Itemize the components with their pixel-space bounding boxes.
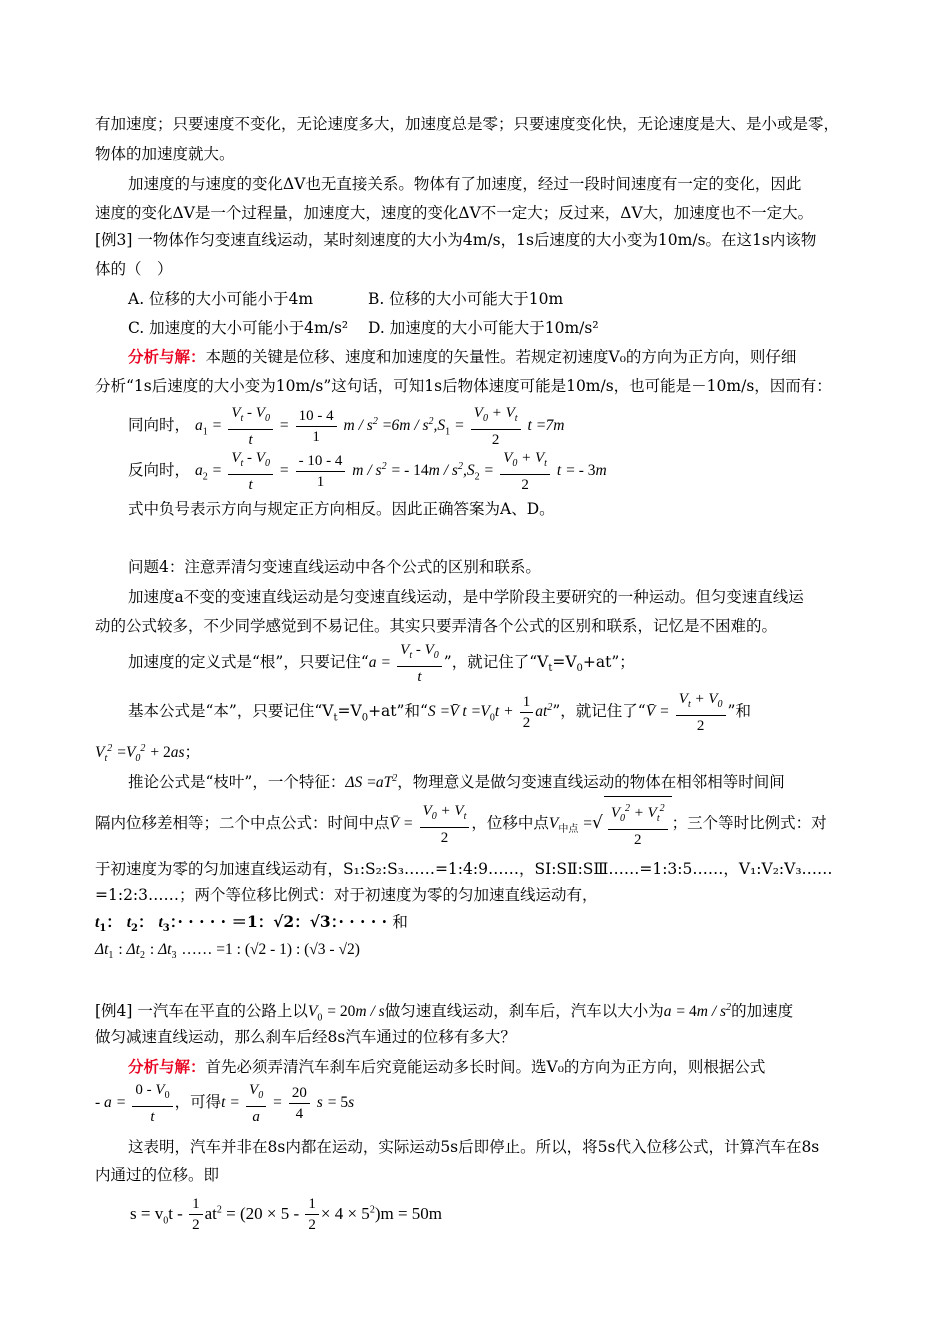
acceleration-definition: 加速度的定义式是“根”，只要记住“a = $\frac{V_t - V_0}{t}$ ”，就记住了“$V_t=V_0+at$”；: [128, 641, 635, 685]
text-span: ；三个等时比例式：对: [671, 814, 827, 832]
text-line: 加速度a不变的变速直线运动是匀变速直线运动，是中学阶段主要研究的一种运动。但匀变速直线运: [128, 588, 804, 606]
analysis-paragraph: [128, 346, 865, 368]
text-span: ，位移中点: [471, 814, 549, 832]
text-line: 这表明，汽车并非在8s内都在运动，实际运动5s后即停止。所以，将5s代入位移公式，计算汽车在8s: [128, 1138, 820, 1156]
text-span: ”，就记住了“V: [443, 653, 549, 671]
stop-time-formula: - a = $\frac{0 - V_0}{t}$ ，可得t = $\frac{V_0}{a}$ = $\frac{20}{4}$ s = 5s: [95, 1081, 355, 1125]
text-line: 加速度的与速度的变化ΔV也无直接关系。物体有了加速度，经过一段时间速度有一定的变化，因此: [128, 175, 802, 193]
text-line: 速度的变化ΔV是一个过程量，加速度大，速度的变化ΔV不一定大；反过来，ΔV大，加速度也不一定大。: [95, 204, 814, 222]
text-span: =V: [552, 653, 577, 671]
example-3-heading: [例3] 一物体作匀变速直线运动，某时刻速度的大小为4m/s，1s后速度的大小变为10m/s。在这1s内该物: [95, 231, 817, 249]
text-span: 隔内位移差相等；二个中点公式：时间中点: [95, 814, 390, 832]
formula-label: 同向时，: [128, 416, 191, 435]
text-span: 的加速度: [731, 1002, 794, 1021]
inference-formula-line: 推论公式是“枝叶”，一个特征：$\Delta S =aT^2$，物理意义是做匀变速直线运动的物体在相邻相等时间间: [128, 773, 785, 792]
analysis-label: 分析与解：: [128, 1057, 206, 1076]
ratio-line: 于初速度为零的匀加速直线运动有，S₁:S₂:S₃……=1:4:9……，SⅠ:SⅡ:SⅢ……=1:3:5……，V₁:V₂:V₃……: [95, 860, 833, 878]
analysis-paragraph: [128, 1056, 865, 1078]
time-ratio-formula: $t_1$： $t_2$： $t_3$：· · · · · ＝1：√2：√3：· · · · · 和: [95, 912, 408, 935]
option-a: A. 位移的大小可能小于4m: [128, 290, 314, 308]
text-line: 内通过的位移。即: [95, 1166, 220, 1184]
text-span: ”和: [727, 702, 751, 721]
question-4-heading: 问题4：注意弄清匀变速直线运动中各个公式的区别和联系。: [128, 558, 541, 576]
delta-time-ratio-formula: $\Delta t_1$ : $\Delta t_2$ : $\Delta t_3$ …… =1 : (√2 - 1) : (√3 - √2): [95, 941, 360, 962]
text-line: 体的（ ）: [95, 260, 173, 278]
text-line: 有加速度；只要速度不变化，无论速度多大，加速度总是零；只要速度变化快，无论速度是大、是小或是零，: [95, 115, 840, 133]
formula-same-direction: 同向时， $a_1$ = $\frac{V_t - V_0}{t}$ = $\frac{10 - 4}{1}$ $m / s^2 =6m / s^2,S_1$ = $\frac{V_0 + V_t}{2}$ t =7m: [128, 404, 565, 448]
text-line: 做匀减速直线运动，那么刹车后经8s汽车通过的位移有多大？: [95, 1028, 516, 1046]
formula-opposite-direction: 反向时， $a_2$ = $\frac{V_t - V_0}{t}$ = $\frac{- 10 - 4}{1}$ m / $s^2$ = - $14m / s^2,S_2$ = $\frac{V_0 + V_t}{2}$ t = - 3m: [128, 449, 607, 493]
text-line: 分析“1s后速度的大小变为10m/s”这句话，可知1s后物体速度可能是10m/s，也可能是－10m/s，因而有：: [95, 377, 832, 395]
text-line: 物体的加速度就大。: [95, 145, 235, 163]
text-line: =1:2:3……；两个等位移比例式：对于初速度为零的匀加速直线运动有，: [95, 886, 598, 904]
displacement-result-formula: $s = v_0t$ - $\frac{1}{2}$ $at^2 = (20 \times 5$ - $\frac{1}{2}$ × $4 \times 5^2)m = 50m$: [130, 1195, 443, 1233]
formula-label: 反向时，: [128, 461, 191, 480]
text-span: [例4] 一汽车在平直的公路上以: [95, 1002, 308, 1021]
text-span: 推论公式是“枝叶”，一个特征：: [128, 773, 346, 792]
option-b: B. 位移的大小可能大于10m: [368, 290, 564, 308]
midpoint-formulas: 隔内位移差相等；二个中点公式：时间中点V̄ = $\frac{V_0 + V_t}{2}$ ，位移中点$V_{中点}$ =√ $\frac{V_0^2 + V_t^2}{2}$ ；三个等时比例式：对: [95, 796, 865, 848]
text-line: 动的公式较多，不少同学感觉到不易记住。其实只要弄清各个公式的区别和联系，记忆是不困难的。: [95, 617, 778, 635]
text-span: 做匀速直线运动，刹车后，汽车以大小为: [384, 1002, 664, 1021]
text-span: +at”；: [582, 653, 635, 671]
text-span: 基本公式是“本”，只要记住“V: [128, 702, 334, 721]
and-text: 和: [392, 913, 408, 931]
analysis-label: 分析与解：: [128, 347, 206, 366]
analysis-text: 本题的关键是位移、速度和加速度的矢量性。若规定初速度V₀的方向为正方向，则仔细: [205, 348, 797, 366]
option-d: D. 加速度的大小可能大于10m/s²: [368, 319, 599, 337]
text-span: +at”和“: [368, 702, 428, 721]
text-span: 加速度的定义式是“根”，只要记住“: [128, 653, 369, 671]
basic-formulas: 基本公式是“本”，只要记住“$V_t=V_0+at$”和“S =V̄ $t =V_0t$ + $\frac{1}{2}$ $at^2$”，就记住了“V̄ = $\frac{V_t + V_0}{2}$ ”和: [128, 690, 751, 734]
option-c: C. 加速度的大小可能小于4m/s²: [128, 319, 349, 337]
formula-v-squared: $V_t^2 =V_0^2 + 2as$；: [95, 743, 201, 765]
text-span: =V: [337, 702, 362, 721]
text-line: 式中负号表示方向与规定正方向相反。因此正确答案为A、D。: [128, 500, 555, 518]
text-span: ，可得: [174, 1093, 222, 1111]
example-4-heading: [例4] 一汽车在平直的公路上以$V_0 = 20m / s$做匀速直线运动，刹车后，汽车以大小为$a = 4m / s^2$的加速度: [95, 1002, 794, 1024]
analysis-text: 首先必须弄清汽车刹车后究竟能运动多长时间。选V₀的方向为正方向，则根据公式: [205, 1058, 766, 1076]
text-span: ，物理意义是做匀变速直线运动的物体在相邻相等时间间: [397, 773, 785, 792]
text-span: ”，就记住了“: [552, 702, 646, 721]
